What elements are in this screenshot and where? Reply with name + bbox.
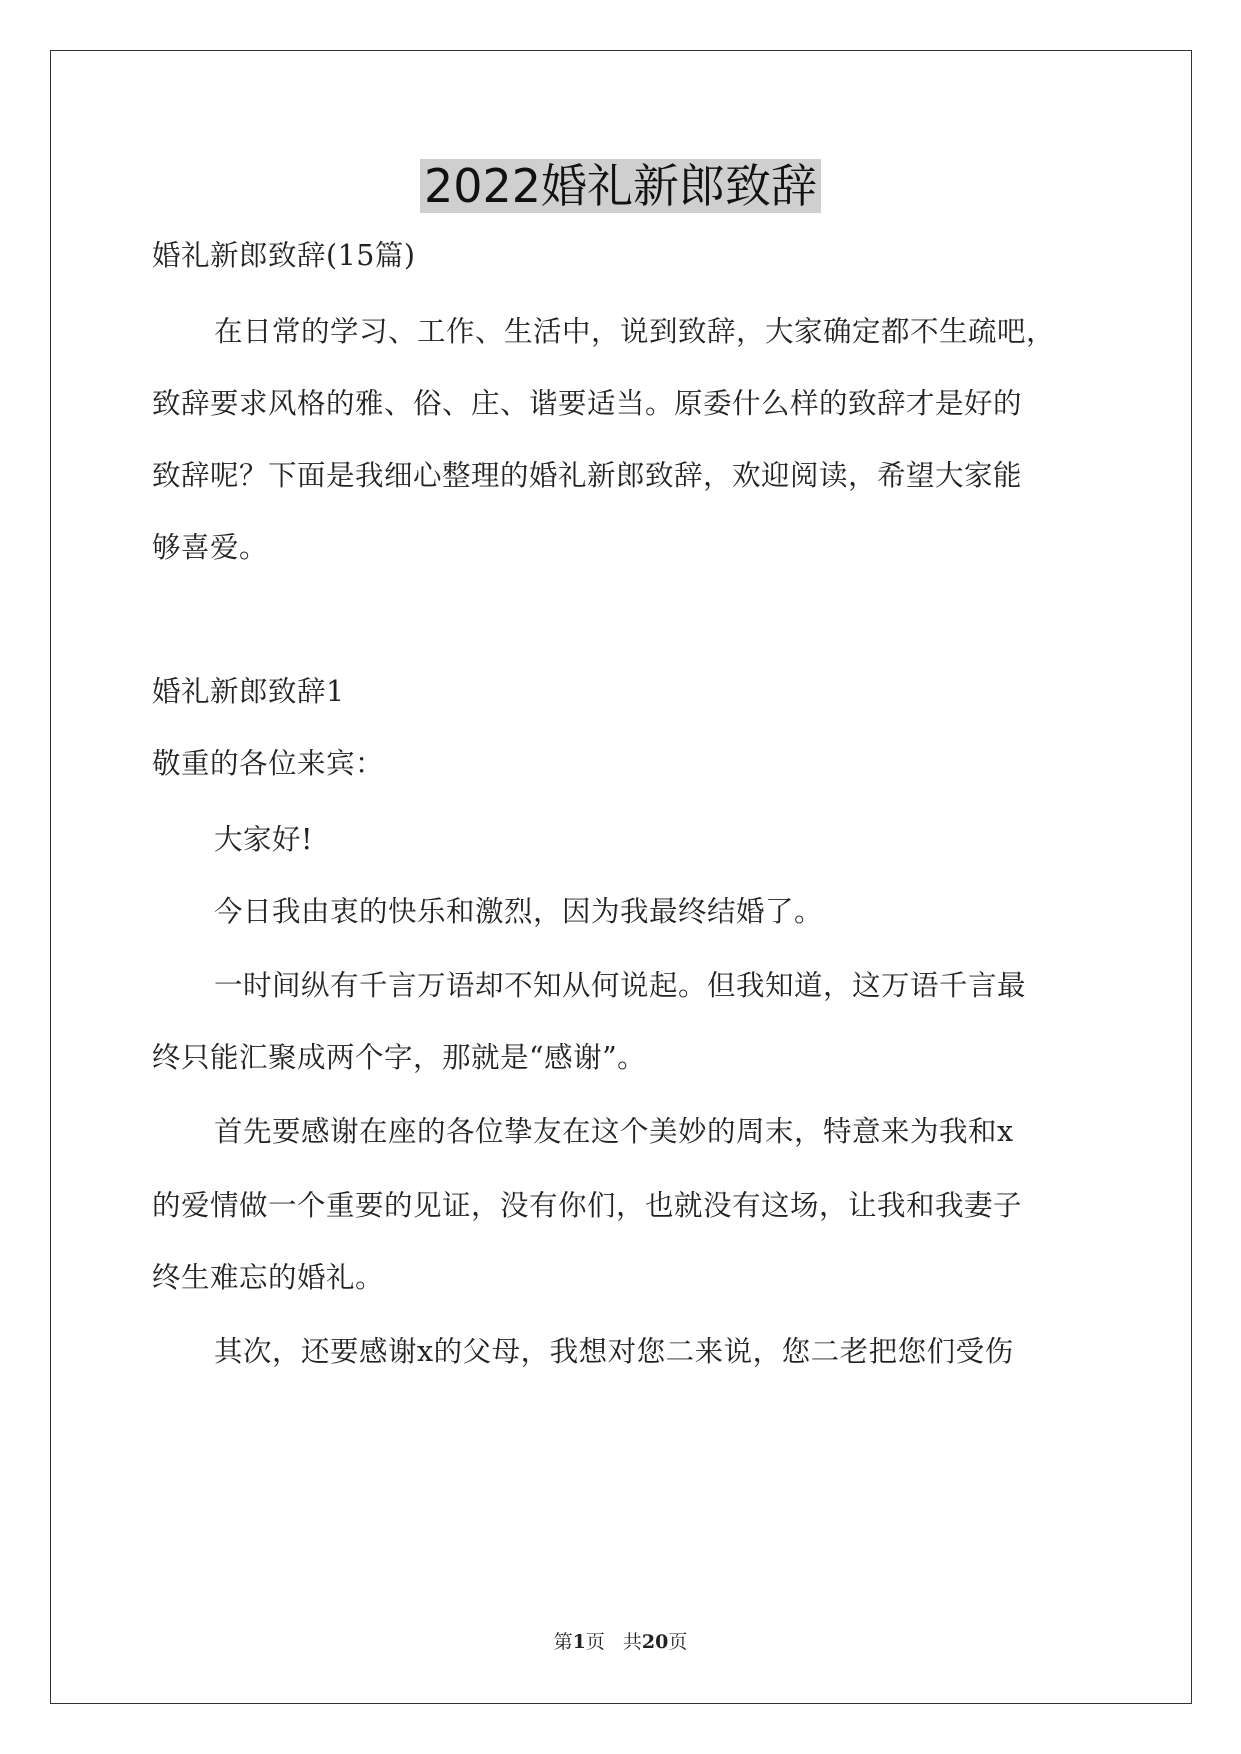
total-prefix: 共 [622,1631,642,1653]
page-prefix: 第 [553,1631,573,1653]
paragraph-line: 致辞呢？下面是我细心整理的婚礼新郎致辞，欢迎阅读，希望大家能 [152,459,1023,492]
paragraph-line: 够喜爱。 [152,531,269,564]
paragraph-line: 一时间纵有千言万语却不知从何说起。但我知道，这万语千言最 [214,969,1027,1002]
document-title [0,156,1241,216]
paragraph-line: 首先要感谢在座的各位挚友在这个美妙的周末，特意来为我和x [214,1115,1014,1148]
total-suffix: 页 [668,1631,688,1653]
page-border [50,50,1192,1704]
paragraph-line: 终生难忘的婚礼。 [152,1261,385,1294]
section-heading: 婚礼新郎致辞1 [152,675,345,708]
paragraph-line: 终只能汇聚成两个字，那就是“感谢”。 [152,1041,647,1074]
page-footer [0,1630,1241,1654]
subtitle: 婚礼新郎致辞(15篇) [152,239,416,272]
paragraph-line: 今日我由衷的快乐和激烈，因为我最终结婚了。 [214,895,824,928]
salutation: 敬重的各位来宾： [152,747,385,780]
paragraph-line: 大家好! [214,823,313,856]
paragraph-line: 其次，还要感谢x的父母，我想对您二来说，您二老把您们受伤 [214,1335,1014,1368]
page-number: 1 [572,1631,586,1653]
page-suffix: 页 [585,1631,605,1653]
total-pages: 20 [641,1631,669,1653]
title-text: 2022婚礼新郎致辞 [420,159,821,213]
paragraph-line: 在日常的学习、工作、生活中，说到致辞，大家确定都不生疏吧， [214,315,1056,348]
paragraph-line: 的爱情做一个重要的见证，没有你们，也就没有这场，让我和我妻子 [152,1189,1023,1222]
paragraph-line: 致辞要求风格的雅、俗、庄、谐要适当。原委什么样的致辞才是好的 [152,387,1023,420]
